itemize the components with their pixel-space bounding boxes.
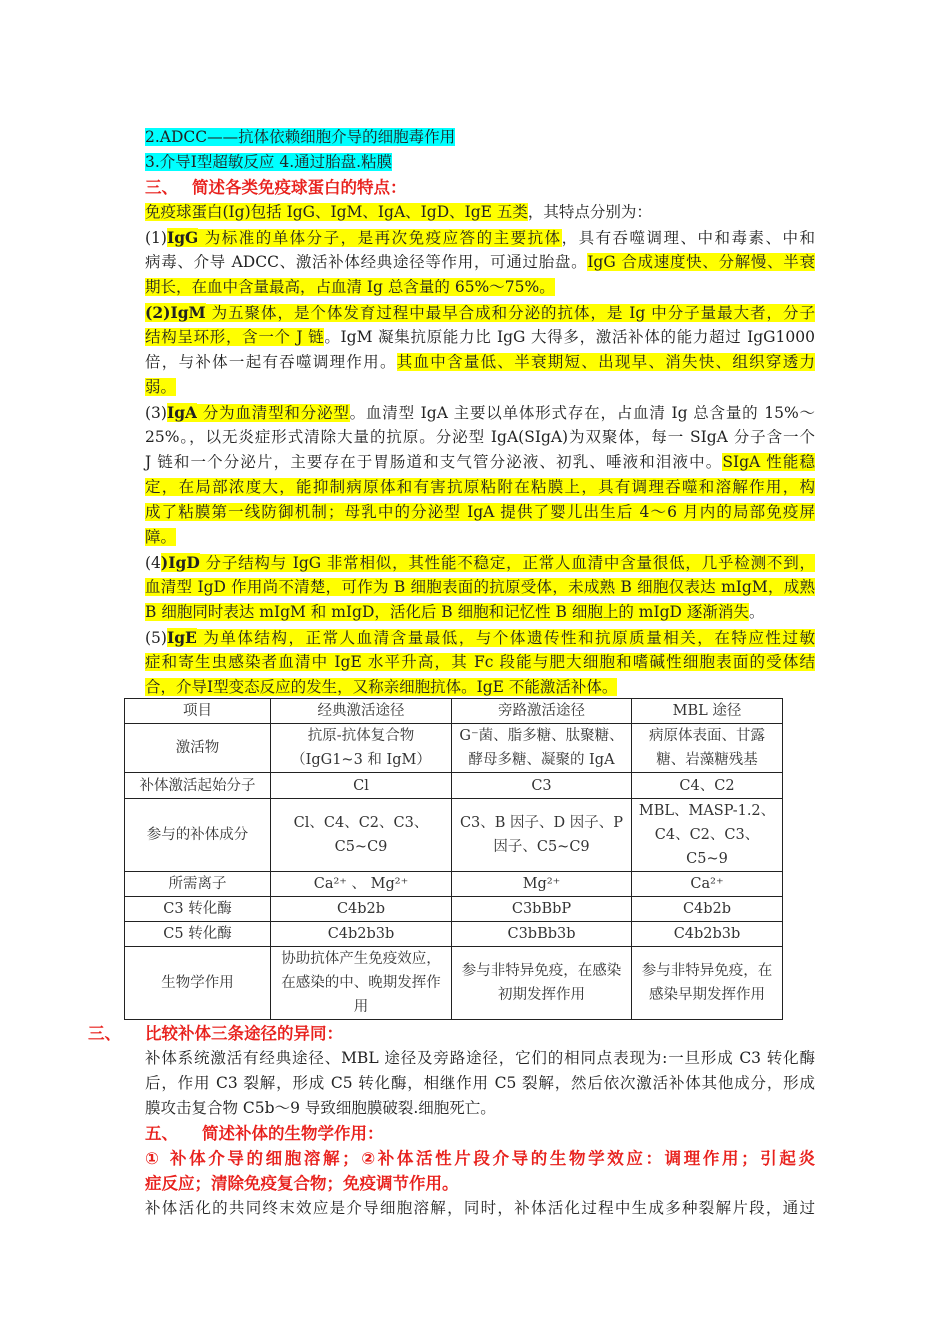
- highlighted-text: 分子结构与 IgG 非常相似，其性能不稳定，正常人血清中含量很低，几乎检测不到，: [199, 554, 815, 572]
- text-line: [145, 350, 815, 375]
- text-segment: 倍，与补体一起有吞噬调理作用。: [145, 353, 397, 371]
- text-line: [145, 600, 815, 625]
- highlighted-text: 分为血清型和分泌型: [197, 404, 350, 422]
- highlighted-text: 弱。: [145, 378, 177, 396]
- table-cell: 参与非特异免疫，在感染早期发挥作用: [632, 947, 783, 1020]
- table-row: [125, 799, 783, 872]
- highlighted-text: SIgA 性能稳: [722, 453, 815, 471]
- complement-pathways-table: [124, 698, 783, 1020]
- text-line: [145, 250, 815, 275]
- text-segment: (1): [145, 229, 167, 247]
- highlighted-text: 定，在局部浓度大，能抑制病原体和有害抗原粘附在粘膜上，具有调理吞噬和溶解作用，构: [145, 478, 815, 496]
- highlighted-text: 期长，在血中含量最高，占血清 Ig 总含量的 65%～75%。: [145, 278, 555, 296]
- table-cell: C4b2b3b: [271, 922, 452, 947]
- text-line: [145, 525, 815, 550]
- table-cell: G⁻菌、脂多糖、肽聚糖、酵母多糖、凝聚的 IgA: [452, 724, 632, 773]
- table-header: 经典激活途径: [271, 699, 452, 724]
- highlighted-text: IgE: [166, 628, 197, 647]
- table-row: [125, 773, 783, 799]
- text-line: [145, 575, 815, 600]
- table-header: MBL 途径: [632, 699, 783, 724]
- text-line: [145, 650, 815, 675]
- table-row: [125, 872, 783, 897]
- table-header-row: [125, 699, 783, 724]
- text-segment: J 链和一个分泌片，主要存在于胃肠道和支气管分泌液、初乳、唾液和泪液中。: [145, 453, 723, 471]
- table-row: [125, 724, 783, 773]
- answer-line: 症反应；清除免疫复合物；免疫调节作用。: [145, 1174, 459, 1193]
- text-line: 后，作用 C3 裂解，形成 C5 转化酶，相继作用 C5 裂解，然后依次激活补体其他成分，形成: [145, 1074, 815, 1092]
- highlighted-text: 其血中含量低、半衰期短、出现早、消失快、组织穿透力: [396, 353, 815, 371]
- row-label: 参与的补体成分: [125, 799, 271, 872]
- highlighted-text: 免疫球蛋白(Ig)包括 IgG、IgM、IgA、IgD、IgE 五类: [145, 203, 528, 221]
- highlighted-text: 为单体结构，正常人血清含量最低，与个体遗传性和抗原质量相关，在特应性过敏: [196, 629, 815, 647]
- table-cell: Mg²⁺: [452, 872, 632, 897]
- highlighted-text: 障。: [145, 528, 177, 546]
- table-cell: 协助抗体产生免疫效应，在感染的中、晚期发挥作用: [271, 947, 452, 1020]
- text-line: [145, 300, 815, 325]
- text-line: [145, 125, 815, 150]
- table-cell: Cl: [271, 773, 452, 799]
- text-line: [145, 675, 815, 700]
- text-segment: 25%。，以无炎症形式清除大量的抗原。分泌型 IgA(SIgA)为双聚体，每一 SIgA 分子含一个: [145, 428, 815, 446]
- table-cell: C4、C2: [632, 773, 783, 799]
- highlighted-text: IgG 合成速度快、分解慢、半衰: [587, 253, 815, 271]
- text-line: [145, 475, 815, 500]
- highlighted-text: (2)IgM: [145, 303, 206, 322]
- highlighted-text: 3.介导Ⅰ型超敏反应 4.通过胎盘.粘膜: [145, 153, 393, 171]
- section-title: 简述补体的生物学作用：: [202, 1124, 384, 1143]
- section-number: 五、: [145, 1124, 178, 1143]
- section-number: 三、: [88, 1024, 121, 1043]
- text-line: [145, 500, 815, 525]
- text-segment: (4: [145, 554, 161, 572]
- text-line: [145, 375, 815, 400]
- answer-line: ① 补体介导的细胞溶解；②补体活性片段介导的生物学效应：调理作用；引起炎: [145, 1149, 815, 1168]
- text-line: 膜攻击复合物 C5b～9 导致细胞膜破裂.细胞死亡。: [145, 1099, 496, 1117]
- table-header: 项目: [125, 699, 271, 724]
- text-line: [145, 450, 815, 475]
- highlighted-text: 结构呈环形，含一个 J 链: [145, 328, 325, 346]
- text-segment: (3): [145, 404, 167, 422]
- text-line: [145, 225, 815, 250]
- text-segment: 。血清型 IgA 主要以单体形式存在，占血清 Ig 总含量的 15%～: [349, 404, 815, 422]
- table-row: [125, 947, 783, 1020]
- text-line: [145, 150, 815, 175]
- text-segment: 三、 简述各类免疫球蛋白的特点：: [145, 178, 407, 197]
- table-cell: C4b2b: [271, 897, 452, 922]
- text-line: [145, 400, 815, 425]
- text-line: [145, 325, 815, 350]
- text-segment: ，具有吞噬调理、中和毒素、中和: [561, 229, 815, 247]
- row-label: 生物学作用: [125, 947, 271, 1020]
- table-cell: Ca²⁺: [632, 872, 783, 897]
- highlighted-text: IgA: [166, 403, 198, 422]
- highlighted-text: 成了粘膜第一线防御机制；母乳中的分泌型 IgA 提供了婴儿出生后 4～6 月内的局部免疫屏: [145, 503, 815, 521]
- row-label: 所需离子: [125, 872, 271, 897]
- text-segment: 病毒、介导 ADCC、激活补体经典途径等作用，可通过胎盘。: [145, 253, 588, 271]
- highlighted-text: IgG: [166, 228, 199, 247]
- table-cell: C4b2b3b: [632, 922, 783, 947]
- row-label: 补体激活起始分子: [125, 773, 271, 799]
- table-cell: C3bBb3b: [452, 922, 632, 947]
- table-cell: C4b2b: [632, 897, 783, 922]
- text-line: [145, 550, 815, 575]
- table-cell: 抗原-抗体复合物（IgG1~3 和 IgM）: [271, 724, 452, 773]
- section-title: 比较补体三条途径的异同：: [145, 1024, 343, 1043]
- highlighted-text: B 细胞同时表达 mIgM 和 mIgD，活化后 B 细胞和记忆性 B 细胞上的 mIgD 逐渐消失: [145, 603, 749, 621]
- highlighted-text: 为标准的单体分子，是再次免疫应答的主要抗体: [198, 229, 562, 247]
- highlighted-text: 为五聚体，是个体发育过程中最早合成和分泌的抗体，是 Ig 中分子量最大者，分子: [205, 304, 815, 322]
- table-row: [125, 922, 783, 947]
- table-cell: MBL、MASP-1.2、C4、C2、C3、C5~9: [632, 799, 783, 872]
- text-line: 补体活化的共同终末效应是介导细胞溶解，同时，补体活化过程中生成多种裂解片段，通过: [145, 1199, 815, 1217]
- text-line: [145, 425, 815, 450]
- row-label: C3 转化酶: [125, 897, 271, 922]
- table-cell: C3、B 因子、D 因子、P 因子、C5~C9: [452, 799, 632, 872]
- text-line: [145, 625, 815, 650]
- text-line: [145, 200, 815, 225]
- highlighted-text: )IgD: [160, 553, 200, 572]
- section-heading: [145, 175, 815, 200]
- text-segment: ，其特点分别为：: [527, 203, 652, 221]
- table-cell: Ca²⁺ 、 Mg²⁺: [271, 872, 452, 897]
- text-line: 补体系统激活有经典途径、MBL 途径及旁路途径，它们的相同点表现为:一旦形成 C3 转化酶: [145, 1049, 815, 1067]
- table-cell: Cl、C4、C2、C3、C5~C9: [271, 799, 452, 872]
- table-cell: C3: [452, 773, 632, 799]
- table-cell: 病原体表面、甘露糖、岩藻糖残基: [632, 724, 783, 773]
- highlighted-text: 2.ADCC——抗体依赖细胞介导的细胞毒作用: [145, 128, 456, 146]
- table-row: [125, 897, 783, 922]
- highlighted-text: 血清型 IgD 作用尚不清楚，可作为 B 细胞表面的抗原受体，未成熟 B 细胞仅表达 mIgM，成熟: [145, 578, 815, 596]
- text-line: [145, 275, 815, 300]
- text-segment: (5): [145, 629, 167, 647]
- table-header: 旁路激活途径: [452, 699, 632, 724]
- highlighted-text: 症和寄生虫感染者血清中 IgE 水平升高，其 Fc 段能与肥大细胞和嗜碱性细胞表面的受体结: [145, 653, 815, 671]
- table-cell: C3bBbP: [452, 897, 632, 922]
- highlighted-text: 合，介导Ⅰ型变态反应的发生，又称亲细胞抗体。IgE 不能激活补体。: [145, 678, 618, 696]
- text-segment: 。: [748, 603, 765, 621]
- row-label: 激活物: [125, 724, 271, 773]
- table-cell: 参与非特异免疫，在感染初期发挥作用: [452, 947, 632, 1020]
- text-segment: 。IgM 凝集抗原能力比 IgG 大得多，激活补体的能力超过 IgG1000: [324, 328, 815, 346]
- row-label: C5 转化酶: [125, 922, 271, 947]
